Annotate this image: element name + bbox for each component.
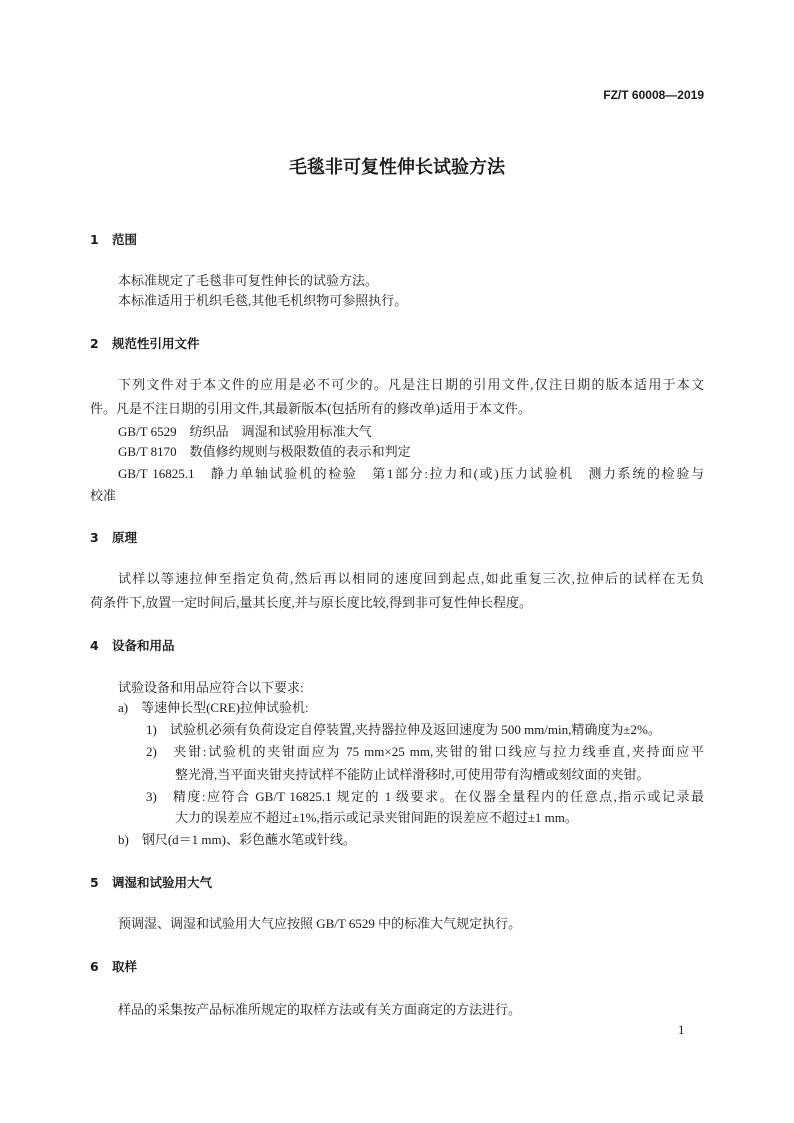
section-title: 规范性引用文件 — [112, 336, 200, 351]
list-item: a) 等速伸长型(CRE)拉伸试验机: — [118, 700, 309, 715]
section-heading — [90, 336, 200, 352]
section-heading — [90, 232, 137, 248]
reference-item: GB/T 16825.1 静力单轴试验机的检验 第1部分:拉力和(或)压力试验机 测力系统的检验与 — [118, 466, 704, 481]
paragraph-line: 下列文件对于本文件的应用是必不可少的。凡是注日期的引用文件,仅注日期的版本适用于本文 — [118, 377, 704, 392]
paragraph-line: 试验设备和用品应符合以下要求: — [118, 680, 304, 695]
section-number: 1 — [90, 232, 99, 247]
list-item: b) 钢尺(d＝1 mm)、彩色蘸水笔或针线。 — [118, 832, 356, 847]
section-number: 2 — [90, 336, 99, 351]
section-heading — [90, 638, 175, 654]
section-number: 3 — [90, 530, 99, 545]
section-title: 调湿和试验用大气 — [112, 875, 213, 890]
page-number: 1 — [678, 1022, 685, 1037]
section-heading — [90, 959, 137, 975]
list-item: 2) 夹钳:试验机的夹钳面应为 75 mm×25 mm,夹钳的钳口线应与拉力线垂直,夹持面应平 — [146, 744, 704, 759]
paragraph-line: 试样以等速拉伸至指定负荷,然后再以相同的速度回到起点,如此重复三次,拉伸后的试样在无负 — [118, 571, 704, 586]
section-heading — [90, 530, 137, 546]
document-title: 毛毯非可复性伸长试验方法 — [289, 157, 505, 178]
section-number: 6 — [90, 959, 99, 974]
section-heading — [90, 875, 212, 891]
paragraph-line: 预调湿、调湿和试验用大气应按照 GB/T 6529 中的标准大气规定执行。 — [118, 916, 522, 931]
section-number: 4 — [90, 638, 99, 653]
paragraph-line: 大力的误差应不超过±1%,指示或记录夹钳间距的误差应不超过±1 mm。 — [175, 810, 578, 825]
paragraph-line: 整光滑,当平面夹钳夹持试样不能防止试样滑移时,可使用带有沟槽或刻纹面的夹钳。 — [175, 767, 650, 782]
paragraph-line: 校准 — [90, 488, 117, 503]
paragraph-line: 本标准适用于机织毛毯,其他毛机织物可参照执行。 — [118, 293, 408, 308]
section-title: 原理 — [112, 530, 138, 545]
section-number: 5 — [90, 875, 99, 890]
section-title: 范围 — [112, 232, 138, 247]
standard-code: FZ/T 60008—2019 — [603, 88, 704, 102]
reference-item: GB/T 6529 纺织品 调湿和试验用标准大气 — [118, 424, 372, 439]
paragraph-line: 荷条件下,放置一定时间后,量其长度,并与原长度比较,得到非可复性伸长程度。 — [90, 595, 533, 610]
paragraph-line: 件。凡是不注日期的引用文件,其最新版本(包括所有的修改单)适用于本文件。 — [90, 401, 531, 416]
paragraph-line: 本标准规定了毛毯非可复性伸长的试验方法。 — [118, 273, 379, 288]
list-item: 1) 试验机必须有负荷设定自停装置,夹持器拉伸及返回速度为 500 mm/min,精确度为±2%。 — [146, 722, 661, 737]
reference-item: GB/T 8170 数值修约规则与极限数值的表示和判定 — [118, 444, 411, 459]
list-item: 3) 精度:应符合 GB/T 16825.1 规定的 1 级要求。在仪器全量程内的任意点,指示或记录最 — [146, 789, 704, 804]
paragraph-line: 样品的采集按产品标准所规定的取样方法或有关方面商定的方法进行。 — [118, 1002, 522, 1017]
section-title: 设备和用品 — [112, 638, 175, 653]
section-title: 取样 — [112, 959, 138, 974]
